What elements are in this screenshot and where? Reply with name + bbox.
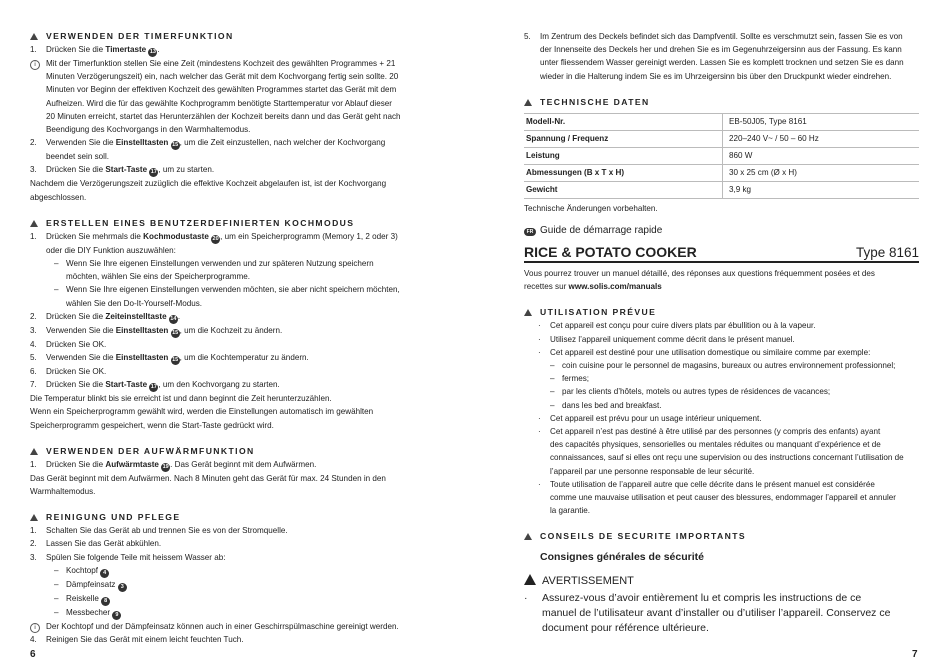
step: 6. Drücken Sie OK. <box>30 367 107 377</box>
page-number-right: 7 <box>912 649 918 660</box>
table-row: Spannung / Frequenz 220–240 V~ / 50 – 60 Hz <box>524 130 919 147</box>
dash-item: – par les clients d’hôtels, motels ou autres types de résidences de vacances; <box>550 387 831 397</box>
table-row: Leistung 860 W <box>524 147 919 164</box>
dash-item: – dans les bed and breakfast. <box>550 400 662 410</box>
bullet-item: · Cet appareil n’est pas destiné à être utilisé par des personnes (y compris des enfants) ayant <box>538 427 881 437</box>
part-number-icon: 13 <box>149 49 156 55</box>
step: 5. Verwenden Sie die Einstelltasten 15, um die Kochtemperatur zu ändern. <box>30 353 309 364</box>
safety-subheading: Consignes générales de sécurité <box>540 551 704 564</box>
step: 7. Drücken Sie die Start-Taste 17, um den Kochvorgang zu starten. <box>30 380 280 391</box>
part-number-icon: 15 <box>172 329 179 336</box>
table-row: Gewicht 3,9 kg <box>524 181 919 198</box>
step: 3. Spülen Sie folgende Teile mit heissem Wasser ab: <box>30 552 226 562</box>
part-number-icon: 17 <box>150 384 157 391</box>
dash-item: – Dämpfeinsatz 3 <box>30 578 425 592</box>
section-heading-clean: REINIGUNG UND PFLEGE <box>30 511 425 524</box>
step: 1. Drücken Sie die Timertaste 13. <box>30 45 160 55</box>
bullet-item: · Toute utilisation de l’appareil autre que celle décrite dans le présent manuel est considérée <box>538 479 875 489</box>
triangle-icon <box>524 99 532 106</box>
dash-item: – Wenn Sie Ihre eigenen Einstellungen verwenden möchten, sie aber nicht speichern möchten, <box>54 285 400 295</box>
step: 2. Lassen Sie das Gerät abkühlen. <box>30 539 162 549</box>
part-number-icon: 9 <box>112 611 121 620</box>
info-icon: i <box>30 620 46 633</box>
info-note: i Mit der Timerfunktion stellen Sie eine Zeit (mindestens Kochzeit des gewählten Programmes + 21 <box>30 57 425 70</box>
step: 2. Drücken Sie die Zeiteinstelltaste 14. <box>30 311 181 322</box>
step: 1. Drücken Sie mehrmals die Kochmodustaste 20, um ein Speicherprogramm (Memory 1, 2 oder 3) <box>30 231 398 242</box>
part-number-icon: 17 <box>150 169 157 176</box>
step: 4. Reinigen Sie das Gerät mit einem leicht feuchten Tuch. <box>30 635 244 645</box>
spec-table <box>524 113 919 199</box>
bullet-item: · Cet appareil est destiné pour une utilisation domestique ou similaire comme par exemple: <box>538 347 871 357</box>
part-number-icon: 15 <box>172 357 179 364</box>
step: 3. Drücken Sie die Start-Taste 17, um zu starten. <box>30 165 215 176</box>
left-page: VERWENDEN DER TIMERFUNKTION 1. Drücken Sie die Timertaste 13. i Mit der Timerfunktion stellen Sie eine Zeit (mindestens Kochzeit des gewählten Programmes + 21 Minuten Verzögerungszeit) ein, nach welcher das Gerät mit dem Kochvorgang fertig sein sollte. 20 Minuten vor Beginn der effektiven Kochzeit des gewählten Programmes startet das Gerät mit dem Aufheizen. Wird die für das gewählte Kochprogramm benötigte Starttemperatur vor Ablauf dieser 20 Minuten erreicht, startet das Herunterzählen der Kochzeit bereits dann und das Gerät geht nach Beendigung des Kochvorgangs in den Warmhaltemodus. 2. Verwenden Sie die Einstelltasten 15, um die Zeit einzustellen, nach welcher der Kochvorgang beendet sein soll. 3. Drücken Sie die Start-Taste 17, um zu starten. Nachdem die Verzögerungszeit zuzüglich die effektive Kochzeit abgelaufen ist, ist der Kochvorgang abgeschlossen. ERSTELLEN EINES BENUTZERDEFINIERTEN KOCHMODUS 1. Drücken Sie mehrmals die Kochmodustaste 20, um ein Speicherprogramm (Memory 1, 2 oder 3) oder die DIY Funktion auszuwählen: – Wenn Sie Ihre eigenen Einstellungen verwenden und zur späteren Nutzung speichern möchten, wählen Sie eins der Speicherprogramme. – Wenn Sie Ihre eigenen Einstellungen verwenden möchten, sie aber nicht speichern möchten, wählen Sie den Do-It-Yourself-Modus. 2. Drücken Sie die Zeiteinstelltaste 14. 3. Verwenden Sie die Einstelltasten 15, um die Kochzeit zu ändern. 4. Drücken Sie OK. 5. Verwenden Sie die Einstelltasten 15, um die Kochtemperatur zu ändern. 6. Drücken Sie OK. 7. Drücken Sie die Start-Taste 17, um den Kochvorgang zu starten. Die Temperatur blinkt bis sie erreicht ist und dann beginnt die Zeit herunterzuzählen. Wenn ein Speicherprogramm gewählt wird, werden die Einstellungen automatisch im gewählten Speicherprogramm gespeichert, wenn die Start-Taste gedrückt wird. VERWENDEN DER AUFWÄRMFUNKTION 1. Drücken Sie die Aufwärmtaste 19. Das Gerät beginnt mit dem Aufwärmen. Das Gerät beginnt mit dem Aufwärmen. Nach 8 Minuten geht das Gerät für max. 24 Stunden in den Warmhaltemodus. REINIGUNG UND PFLEGE 1. Schalten Sie das Gerät ab und trennen Sie es von der Stromquelle. 2. Lassen Sie das Gerät abkühlen. 3. Spülen Sie folgende Teile mit heissem Wasser ab: – Kochtopf 4 – Dämpfeinsatz 3 – Reiskelle 8 – Messbecher 9 i Der Kochtopf und der Dämpfeinsatz können auch in einer Geschirrspülmaschine gereinigt werden. 4. Reinigen Sie das Gerät mit einem leicht feuchten Tuch. <box>30 30 425 646</box>
section-heading-timer: VERWENDEN DER TIMERFUNKTION <box>30 30 425 43</box>
part-number-icon: 19 <box>162 463 169 470</box>
triangle-icon <box>30 33 38 40</box>
section-heading-safety: CONSEILS DE SECURITE IMPORTANTS <box>524 530 919 543</box>
table-row: Abmessungen (B x T x H) 30 x 25 cm (Ø x H) <box>524 164 919 181</box>
guide-heading: FR Guide de démarrage rapide <box>524 223 919 239</box>
info-icon: i <box>30 57 46 70</box>
bullet-item: · Assurez-vous d’avoir entièrement lu et compris les instructions de ce <box>524 592 862 605</box>
bullet-item: · Cet appareil est prévu pour un usage intérieur uniquement. <box>538 413 762 423</box>
dash-item: – Wenn Sie Ihre eigenen Einstellungen verwenden und zur späteren Nutzung speichern <box>54 259 374 269</box>
bullet-item: · Cet appareil est conçu pour cuire divers plats par ébullition ou à la vapeur. <box>538 321 816 331</box>
dash-item: – Messbecher 9 <box>30 606 425 620</box>
part-number-icon: 3 <box>118 583 127 592</box>
triangle-icon <box>524 309 532 316</box>
warning-icon <box>524 574 536 585</box>
triangle-icon <box>30 514 38 521</box>
page-number-left: 6 <box>30 649 36 660</box>
table-row: Modell-Nr. EB-50J05, Type 8161 <box>524 113 919 130</box>
manuals-link[interactable]: www.solis.com/manuals <box>568 282 662 292</box>
part-number-icon: 15 <box>172 142 179 149</box>
step: 1. Drücken Sie die Aufwärmtaste 19. Das Gerät beginnt mit dem Aufwärmen. <box>30 459 317 470</box>
product-type: Type 8161 <box>855 245 919 261</box>
section-heading-warm: VERWENDEN DER AUFWÄRMFUNKTION <box>30 445 425 458</box>
language-badge: FR <box>524 228 536 236</box>
dash-item: – coin cuisine pour le personnel de magasins, bureaux ou autres environnement professionnel; <box>550 361 896 371</box>
triangle-icon <box>524 533 532 540</box>
section-heading-custom: ERSTELLEN EINES BENUTZERDEFINIERTEN KOCHMODUS <box>30 217 425 230</box>
info-note: i Der Kochtopf und der Dämpfeinsatz können auch in einer Geschirrspülmaschine gereinigt werden. <box>30 620 425 633</box>
step: 1. Schalten Sie das Gerät ab und trennen Sie es von der Stromquelle. <box>30 526 288 536</box>
part-number-icon: 14 <box>170 315 177 322</box>
part-number-icon: 20 <box>212 235 219 242</box>
step: 5. Im Zentrum des Deckels befindet sich das Dampfventil. Sollte es verschmutzt sein, fassen Sie es von <box>524 32 903 41</box>
triangle-icon <box>30 220 38 227</box>
section-heading-tech: TECHNISCHE DATEN <box>524 96 919 109</box>
product-title: RICE & POTATO COOKER <box>524 244 697 261</box>
product-title-row <box>524 241 919 263</box>
part-number-icon: 8 <box>101 597 110 606</box>
bullet-item: · Utilisez l’appareil uniquement comme décrit dans le présent manuel. <box>538 334 795 344</box>
dash-item: – fermes; <box>550 374 589 384</box>
step: 4. Drücken Sie OK. <box>30 339 107 349</box>
step: 3. Verwenden Sie die Einstelltasten 15, um die Kochzeit zu ändern. <box>30 325 283 336</box>
step: 2. Verwenden Sie die Einstelltasten 15, um die Zeit einzustellen, nach welcher der Kochvorgang <box>30 138 386 149</box>
part-number-icon: 4 <box>100 569 109 578</box>
section-heading-usage: UTILISATION PRÉVUE <box>524 306 919 319</box>
dash-item: – Reiskelle 8 <box>30 592 425 606</box>
right-page: 5. Im Zentrum des Deckels befindet sich das Dampfventil. Sollte es verschmutzt sein, fassen Sie es von der Innenseite des Deckels her und drehen Sie es im Gegenuhrzeigersinn aus der Fassung. Es kann unter fliessendem Wasser gereinigt werden. Lassen Sie es komplett trocknen und setzen Sie es dann wieder in die Halterung indem Sie es im Uhrzeigersinn bis über den Druckpunkt wieder eindrehen. TECHNISCHE DATEN Modell-Nr. EB-50J05, Type 8161 Spannung / Frequenz 220–240 V~ / 50 – 60 Hz Leistung 860 W Abmessungen (B x T x H) 30 x 25 cm (Ø x H) Gewicht 3,9 kg Technische Änderungen vorbehalten. FR Guide de démarrage rapide RICE & POTATO COOKER Type 8161 Vous pourrez trouver un manuel détaillé, des réponses aux questions fréquemment posées et des recettes sur www.solis.com/manuals UTILISATION PRÉVUE · Cet appareil est conçu pour cuire divers plats par ébullition ou à la vapeur. · Utilisez l’appareil uniquement comme décrit dans le présent manuel. · Cet appareil est destiné pour une utilisation domestique ou similaire comme par exemple: – coin cuisine pour le personnel de magasins, bureaux ou autres environnement professionnel; – fermes; – par les clients d’hôtels, motels ou autres types de résidences de vacances; – dans les bed and breakfast. · Cet appareil est prévu pour un usage intérieur uniquement. · Cet appareil n’est pas destiné à être utilisé par des personnes (y compris des enfants) ayant des capacités physiques, sensorielles ou mentales réduites ou manquant d’expérience et de connaissances, sauf si elles ont reçu une supervision ou des instructions concernant l’utilisation de l’appareil par une personne responsable de leur sécurité. · Toute utilisation de l’appareil autre que celle décrite dans le présent manuel est considérée comme une mauvaise utilisation et peut causer des blessures, endommager l’appareil et annuler la garantie. CONSEILS DE SECURITE IMPORTANTS Consignes générales de sécurité AVERTISSEMENT · Assurez-vous d’avoir entièrement lu et compris les instructions de ce manuel de l’utilisateur avant d’installer ou d’utiliser l’appareil. Conservez ce document pour référence ultérieure. <box>524 32 919 635</box>
warning-heading: AVERTISSEMENT <box>524 573 919 589</box>
dash-item: – Kochtopf 4 <box>30 564 425 578</box>
intro-line: recettes sur www.solis.com/manuals <box>524 282 662 292</box>
triangle-icon <box>30 448 38 455</box>
